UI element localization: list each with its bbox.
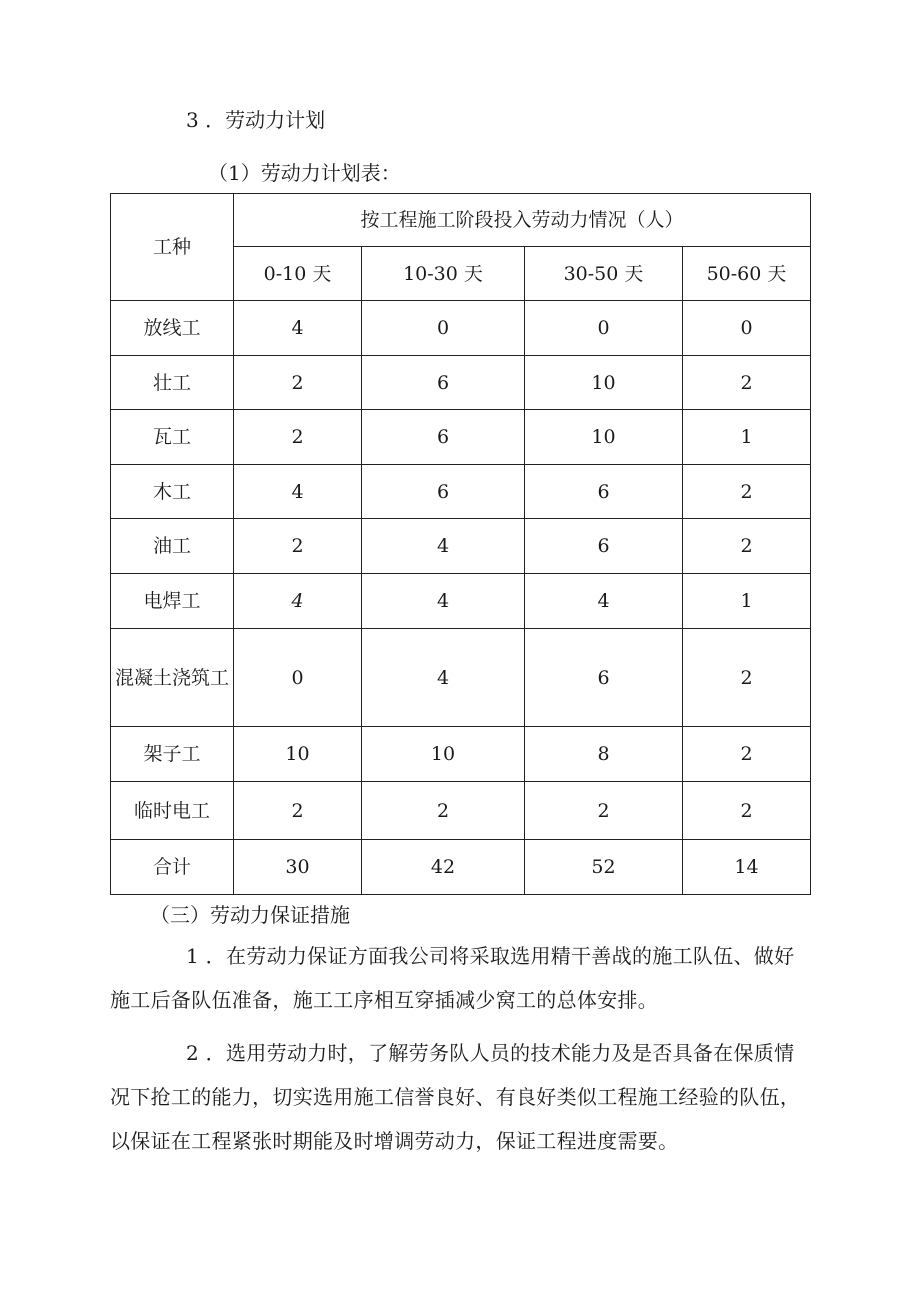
period-header: 30-50 天 [525,247,683,301]
value-cell: 0 [683,301,811,356]
value-cell: 0 [362,301,525,356]
value-cell: 2 [362,782,525,840]
value-cell: 30 [234,840,362,895]
trade-cell: 架子工 [111,727,234,782]
table-row [111,410,811,465]
value-cell: 8 [525,727,683,782]
value-cell: 6 [362,356,525,410]
period-header: 10-30 天 [362,247,525,301]
trade-cell: 合计 [111,840,234,895]
value-cell: 10 [525,410,683,465]
value-cell: 4 [362,519,525,574]
value-cell: 2 [234,519,362,574]
paragraph-1-text: 1 ．在劳动力保证方面我公司将采取选用精干善战的施工队伍、做好施工后备队伍准备，施工工序相互穿插减少窝工的总体安排。 [110,944,795,1012]
table-row [111,301,811,356]
value-cell: 1 [683,574,811,629]
value-cell: 0 [234,629,362,727]
value-cell: 0 [525,301,683,356]
value-cell: 4 [362,574,525,629]
paragraph-1 [110,934,810,1022]
subsection-heading-labor-plan-table: （1）劳动力计划表： [208,161,401,185]
table-row-total [111,840,811,895]
value-cell: 2 [683,727,811,782]
table-row [111,574,811,629]
value-cell: 2 [683,629,811,727]
value-cell: 6 [525,629,683,727]
value-cell: 14 [683,840,811,895]
paragraph-2-text: 2 ．选用劳动力时，了解劳务队人员的技术能力及是否具备在保质情况下抢工的能力，切实选用施工信誉良好、有良好类似工程施工经验的队伍，以保证在工程紧张时期能及时增调劳动力，保证工程进度需要。 [110,1041,801,1153]
value-cell: 2 [683,519,811,574]
value-cell: 2 [234,410,362,465]
value-cell: 4 [525,574,683,629]
value-cell: 6 [525,519,683,574]
value-cell: 10 [525,356,683,410]
table-row [111,782,811,840]
table-row [111,519,811,574]
value-cell: 4 [234,301,362,356]
value-cell: 4 [234,574,362,629]
trade-cell: 混凝土浇筑工 [111,629,234,727]
trade-cell: 放线工 [111,301,234,356]
value-cell: 2 [683,465,811,519]
trade-cell: 临时电工 [111,782,234,840]
value-cell: 10 [362,727,525,782]
value-cell: 2 [683,356,811,410]
section-heading-3: 3 ．劳动力计划 [186,108,326,132]
value-cell: 6 [525,465,683,519]
value-cell: 2 [234,356,362,410]
value-cell: 6 [362,410,525,465]
value-cell: 10 [234,727,362,782]
stage-group-header: 按工程施工阶段投入劳动力情况（人） [234,194,811,247]
period-header: 0-10 天 [234,247,362,301]
trade-cell: 壮工 [111,356,234,410]
value-cell: 2 [525,782,683,840]
table-row [111,356,811,410]
trade-cell: 油工 [111,519,234,574]
value-cell: 4 [234,465,362,519]
trade-cell: 电焊工 [111,574,234,629]
value-cell: 52 [525,840,683,895]
value-cell: 4 [362,629,525,727]
value-cell: 2 [683,782,811,840]
table-row [111,465,811,519]
labor-plan-table [110,193,811,895]
trade-column-header: 工种 [111,194,234,301]
period-header: 50-60 天 [683,247,811,301]
trade-cell: 瓦工 [111,410,234,465]
value-cell: 6 [362,465,525,519]
trade-cell: 木工 [111,465,234,519]
value-cell: 2 [234,782,362,840]
value-cell: 42 [362,840,525,895]
table-row [111,629,811,727]
value-cell: 1 [683,410,811,465]
section-heading-labor-guarantee: （三）劳动力保证措施 [150,903,350,927]
table-row [111,727,811,782]
paragraph-2 [110,1031,810,1163]
